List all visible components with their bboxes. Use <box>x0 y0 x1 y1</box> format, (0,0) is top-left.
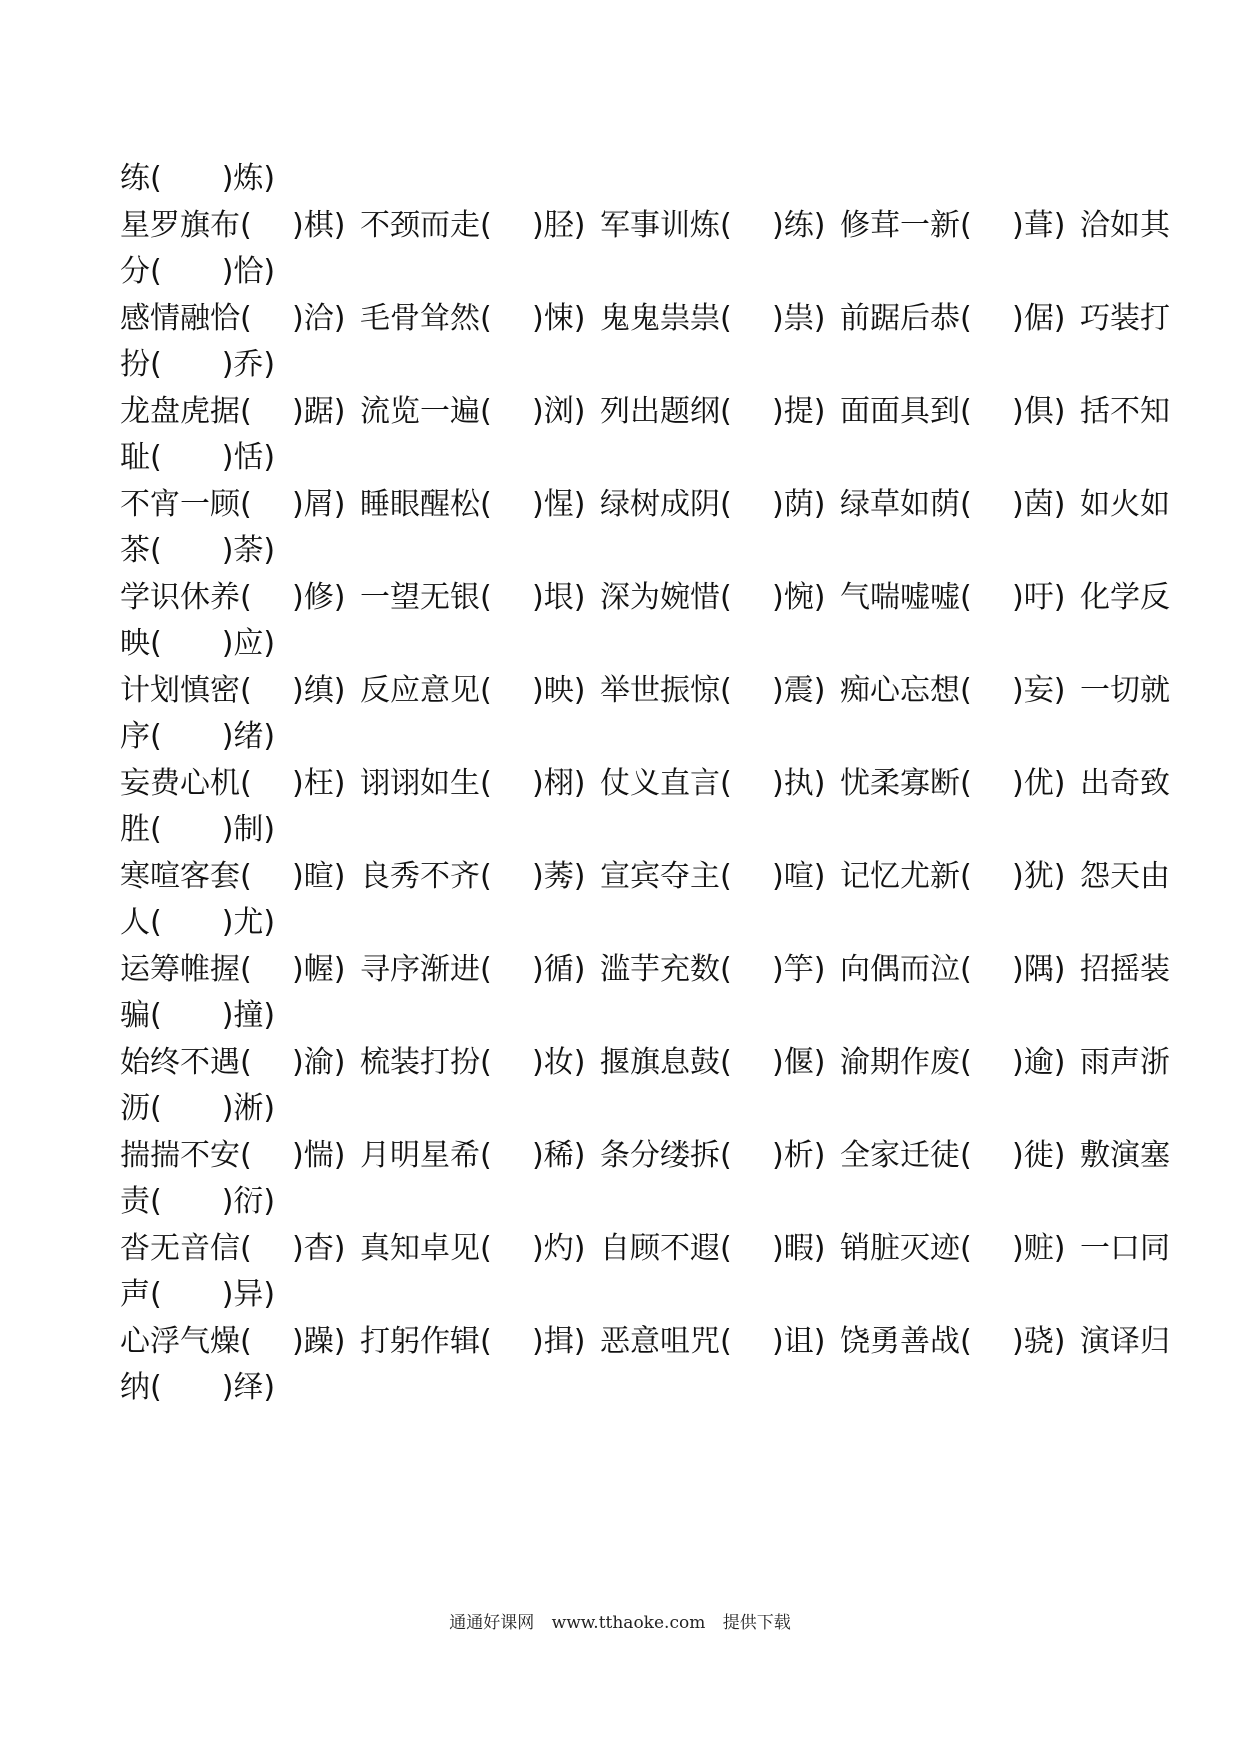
idiom-segment: )惋) <box>772 579 826 615</box>
idiom-segment: 宣宾夺主( <box>600 858 732 894</box>
idiom-segment: 计划慎密( <box>120 672 252 708</box>
idiom-segment: 恶意咀咒( <box>600 1323 732 1359</box>
idiom-segment: )屑) <box>292 486 346 522</box>
idiom-segment: )徙) <box>1012 1137 1066 1173</box>
idiom-segment: 打躬作辑( <box>360 1323 492 1359</box>
idiom-segment: 良秀不齐( <box>360 858 492 894</box>
text-line <box>120 761 1170 808</box>
idiom-segment: 一切就 <box>1080 672 1170 708</box>
idiom-segment: 气喘嘘嘘( <box>840 579 972 615</box>
idiom-segment: )祟) <box>772 300 826 336</box>
idiom-segment: )逾) <box>1012 1044 1066 1080</box>
idiom-segment: )棋) <box>292 207 346 243</box>
idiom-segment: )喧) <box>772 858 826 894</box>
idiom-segment: 洽如其 <box>1080 207 1170 243</box>
idiom-segment: )洽) <box>292 300 346 336</box>
idiom-segment: 一口同 <box>1080 1230 1170 1266</box>
idiom-segment: 分( )恰) <box>120 254 276 289</box>
idiom-segment: )执) <box>772 765 826 801</box>
idiom-segment: )骁) <box>1012 1323 1066 1359</box>
idiom-segment: )莠) <box>532 858 586 894</box>
idiom-segment: )妆) <box>532 1044 586 1080</box>
idiom-segment: 感情融恰( <box>120 300 252 336</box>
idiom-segment: 举世振惊( <box>600 672 732 708</box>
idiom-segment: )栩) <box>532 765 586 801</box>
idiom-segment: )垠) <box>532 579 586 615</box>
idiom-segment: )缜) <box>292 672 346 708</box>
text-line <box>120 1133 1170 1180</box>
idiom-segment: )练) <box>772 207 826 243</box>
idiom-segment: 始终不遇( <box>120 1044 252 1080</box>
idiom-segment: )修) <box>292 579 346 615</box>
text-line <box>120 482 1170 529</box>
text-line <box>120 342 1170 389</box>
text-line <box>120 900 1170 947</box>
idiom-correction-list <box>120 156 1170 1412</box>
text-line <box>120 1179 1170 1226</box>
idiom-segment: 不颈而走( <box>360 207 492 243</box>
text-line <box>120 993 1170 1040</box>
idiom-segment: 扮( )乔) <box>120 347 276 382</box>
text-line <box>120 156 1170 203</box>
idiom-segment: 痴心忘想( <box>840 672 972 708</box>
text-line <box>120 668 1170 715</box>
text-line <box>120 1319 1170 1366</box>
idiom-segment: 骗( )撞) <box>120 998 276 1033</box>
idiom-segment: 列出题纲( <box>600 393 732 429</box>
idiom-segment: )循) <box>532 951 586 987</box>
idiom-segment: 月明星希( <box>360 1137 492 1173</box>
idiom-segment: 流览一遍( <box>360 393 492 429</box>
idiom-segment: 一望无银( <box>360 579 492 615</box>
text-line <box>120 621 1170 668</box>
idiom-segment: 不宵一顾( <box>120 486 252 522</box>
text-line <box>120 435 1170 482</box>
idiom-segment: 人( )尤) <box>120 905 276 940</box>
idiom-segment: )暇) <box>772 1230 826 1266</box>
idiom-segment: 龙盘虎据( <box>120 393 252 429</box>
idiom-segment: 向偶而泣( <box>840 951 972 987</box>
idiom-segment: )灼) <box>532 1230 586 1266</box>
idiom-segment: )震) <box>772 672 826 708</box>
idiom-segment: )揖) <box>532 1323 586 1359</box>
idiom-segment: 睡眼醒松( <box>360 486 492 522</box>
idiom-segment: )偃) <box>772 1044 826 1080</box>
idiom-segment: )悚) <box>532 300 586 336</box>
idiom-segment: )惺) <box>532 486 586 522</box>
idiom-segment: 绿树成阴( <box>600 486 732 522</box>
idiom-segment: 心浮气燥( <box>120 1323 252 1359</box>
idiom-segment: 敷演塞 <box>1080 1137 1170 1173</box>
idiom-segment: 毛骨耸然( <box>360 300 492 336</box>
idiom-segment: )杳) <box>292 1230 346 1266</box>
idiom-segment: 如火如 <box>1080 486 1170 522</box>
idiom-segment: 自顾不遐( <box>600 1230 732 1266</box>
idiom-segment: )茵) <box>1012 486 1066 522</box>
idiom-segment: 演译归 <box>1080 1323 1170 1359</box>
idiom-segment: 条分缕拆( <box>600 1137 732 1173</box>
idiom-segment: 雨声浙 <box>1080 1044 1170 1080</box>
idiom-segment: 修茸一新( <box>840 207 972 243</box>
text-line <box>120 389 1170 436</box>
text-line <box>120 1365 1170 1412</box>
idiom-segment: 序( )绪) <box>120 719 276 754</box>
idiom-segment: )析) <box>772 1137 826 1173</box>
idiom-segment: )稀) <box>532 1137 586 1173</box>
idiom-segment: 沓无音信( <box>120 1230 252 1266</box>
idiom-segment: 责( )衍) <box>120 1184 276 1219</box>
text-line <box>120 575 1170 622</box>
idiom-segment: 耻( )恬) <box>120 440 276 475</box>
idiom-segment: 揠旗息鼓( <box>600 1044 732 1080</box>
idiom-segment: 鬼鬼祟祟( <box>600 300 732 336</box>
idiom-segment: 括不知 <box>1080 393 1170 429</box>
idiom-segment: )竽) <box>772 951 826 987</box>
idiom-segment: 映( )应) <box>120 626 276 661</box>
idiom-segment: 妄费心机( <box>120 765 252 801</box>
idiom-segment: 深为婉惜( <box>600 579 732 615</box>
idiom-segment: )胫) <box>532 207 586 243</box>
idiom-segment: 纳( )绎) <box>120 1370 276 1405</box>
idiom-segment: )妄) <box>1012 672 1066 708</box>
footer-url[interactable]: www.tthaoke.com <box>551 1613 706 1633</box>
idiom-segment: 梳装打扮( <box>360 1044 492 1080</box>
idiom-segment: )浏) <box>532 393 586 429</box>
text-line <box>120 296 1170 343</box>
idiom-segment: )映) <box>532 672 586 708</box>
idiom-segment: )犹) <box>1012 858 1066 894</box>
idiom-segment: 声( )异) <box>120 1277 276 1312</box>
idiom-segment: 反应意见( <box>360 672 492 708</box>
idiom-segment: )吁) <box>1012 579 1066 615</box>
text-line <box>120 528 1170 575</box>
text-line <box>120 1040 1170 1087</box>
idiom-segment: )葺) <box>1012 207 1066 243</box>
idiom-segment: )提) <box>772 393 826 429</box>
text-line <box>120 807 1170 854</box>
text-line <box>120 714 1170 761</box>
idiom-segment: )枉) <box>292 765 346 801</box>
idiom-segment: )幄) <box>292 951 346 987</box>
idiom-segment: 寻序渐进( <box>360 951 492 987</box>
page-footer <box>0 1608 1240 1633</box>
text-line <box>120 1272 1170 1319</box>
idiom-segment: 巧装打 <box>1080 300 1170 336</box>
idiom-segment: 军事训炼( <box>600 207 732 243</box>
idiom-segment: )倨) <box>1012 300 1066 336</box>
idiom-segment: 茶( )荼) <box>120 533 276 568</box>
idiom-segment: 滥芋充数( <box>600 951 732 987</box>
idiom-segment: )惴) <box>292 1137 346 1173</box>
idiom-segment: 渝期作废( <box>840 1044 972 1080</box>
footer-note: 提供下载 <box>722 1613 791 1633</box>
idiom-segment: 记忆尤新( <box>840 858 972 894</box>
idiom-segment: )踞) <box>292 393 346 429</box>
idiom-segment: 怨天由 <box>1080 858 1170 894</box>
idiom-segment: )诅) <box>772 1323 826 1359</box>
idiom-segment: )俱) <box>1012 393 1066 429</box>
idiom-segment: )暄) <box>292 858 346 894</box>
idiom-segment: 真知卓见( <box>360 1230 492 1266</box>
idiom-segment: 运筹帷握( <box>120 951 252 987</box>
idiom-segment: 星罗旗布( <box>120 207 252 243</box>
idiom-segment: 饶勇善战( <box>840 1323 972 1359</box>
text-line <box>120 249 1170 296</box>
idiom-segment: 沥( )淅) <box>120 1091 276 1126</box>
idiom-segment: )荫) <box>772 486 826 522</box>
text-line <box>120 203 1170 250</box>
idiom-segment: )优) <box>1012 765 1066 801</box>
idiom-segment: 寒喧客套( <box>120 858 252 894</box>
idiom-segment: 诩诩如生( <box>360 765 492 801</box>
idiom-segment: 胜( )制) <box>120 812 276 847</box>
idiom-segment: 销脏灭迹( <box>840 1230 972 1266</box>
idiom-segment: )躁) <box>292 1323 346 1359</box>
text-line <box>120 947 1170 994</box>
idiom-segment: 化学反 <box>1080 579 1170 615</box>
idiom-segment: 出奇致 <box>1080 765 1170 801</box>
idiom-segment: 招摇装 <box>1080 951 1170 987</box>
idiom-segment: )隅) <box>1012 951 1066 987</box>
idiom-segment: )渝) <box>292 1044 346 1080</box>
idiom-segment: 仗义直言( <box>600 765 732 801</box>
idiom-segment: )赃) <box>1012 1230 1066 1266</box>
idiom-segment: 练( )炼) <box>120 161 276 196</box>
text-line <box>120 854 1170 901</box>
idiom-segment: 前踞后恭( <box>840 300 972 336</box>
idiom-segment: 学识休养( <box>120 579 252 615</box>
text-line <box>120 1086 1170 1133</box>
idiom-segment: 揣揣不安( <box>120 1137 252 1173</box>
text-line <box>120 1226 1170 1273</box>
footer-site-name: 通通好课网 <box>449 1613 535 1633</box>
idiom-segment: 面面具到( <box>840 393 972 429</box>
idiom-segment: 绿草如荫( <box>840 486 972 522</box>
idiom-segment: 忧柔寡断( <box>840 765 972 801</box>
idiom-segment: 全家迁徒( <box>840 1137 972 1173</box>
